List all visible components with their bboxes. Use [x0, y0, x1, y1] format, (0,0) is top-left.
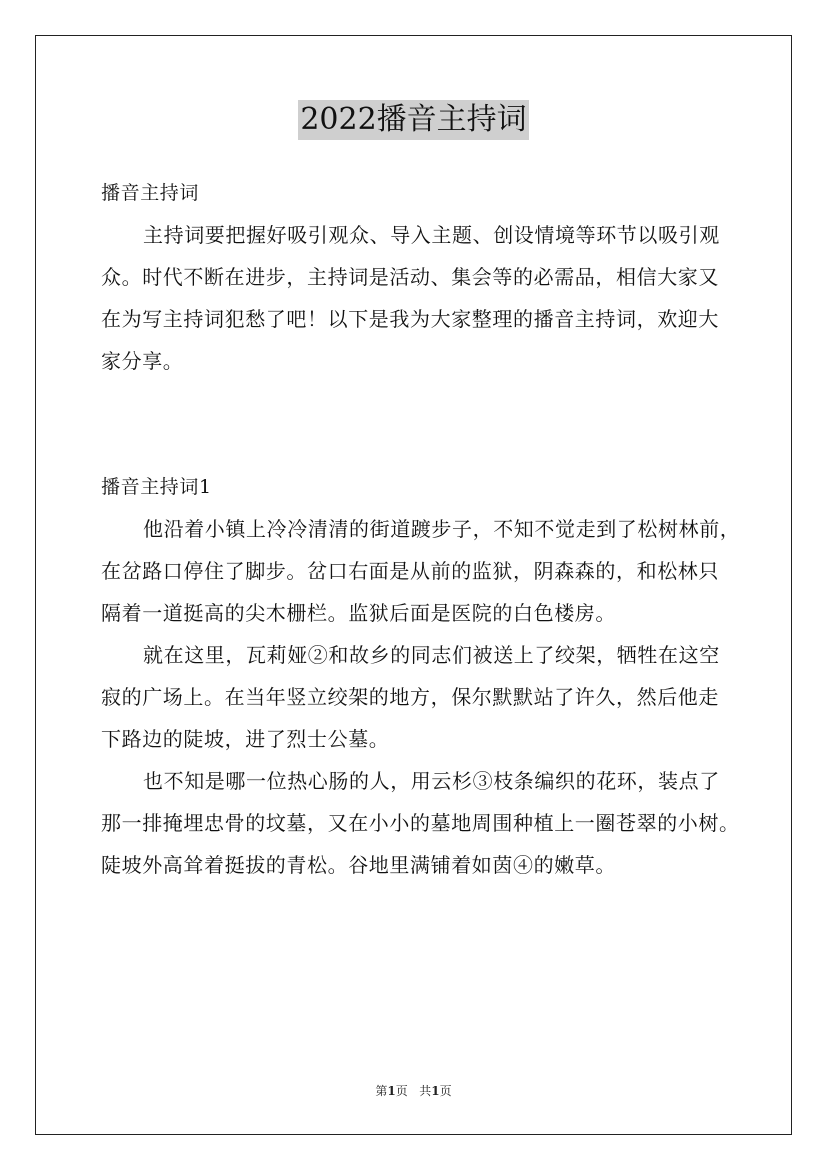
paragraph-line: 众。时代不断在进步，主持词是活动、集会等的必需品，相信大家又 [101, 265, 719, 289]
total-number: 1 [431, 1084, 440, 1098]
page-number: 1 [387, 1084, 396, 1098]
paragraph-line: 家分享。 [101, 349, 184, 373]
document-title: 2022播音主持词 [298, 100, 528, 140]
page-footer [0, 1083, 827, 1099]
paragraph-line: 在岔路口停住了脚步。岔口右面是从前的监狱，阴森森的，和松林只 [101, 559, 719, 583]
paragraph-line: 他沿着小镇上冷冷清清的街道踱步子，不知不觉走到了松树林前， [143, 517, 741, 541]
page-suffix: 页 [395, 1084, 408, 1098]
section-heading: 播音主持词 [101, 182, 200, 204]
paragraph-line: 下路边的陡坡，进了烈士公墓。 [101, 727, 390, 751]
total-prefix: 共 [419, 1084, 432, 1098]
paragraph-line: 陡坡外高耸着挺拔的青松。谷地里满铺着如茵④的嫩草。 [101, 853, 616, 877]
document-body [101, 172, 741, 886]
blank-line [101, 382, 741, 424]
paragraph-line: 那一排掩埋忠骨的坟墓，又在小小的墓地周围种植上一圈苍翠的小树。 [101, 811, 740, 835]
paragraph-line: 在为写主持词犯愁了吧！以下是我为大家整理的播音主持词，欢迎大 [101, 307, 719, 331]
title-container [0, 100, 827, 140]
section-heading: 播音主持词1 [101, 476, 212, 498]
paragraph-line: 隔着一道挺高的尖木栅栏。监狱后面是医院的白色楼房。 [101, 601, 616, 625]
paragraph-line: 就在这里，瓦莉娅②和故乡的同志们被送上了绞架，牺牲在这空 [143, 643, 720, 667]
blank-line [101, 424, 741, 466]
paragraph-line: 也不知是哪一位热心肠的人，用云杉③枝条编织的花环，装点了 [143, 769, 720, 793]
page-prefix: 第 [375, 1084, 388, 1098]
total-suffix: 页 [439, 1084, 452, 1098]
paragraph-line: 主持词要把握好吸引观众、导入主题、创设情境等环节以吸引观 [143, 223, 720, 247]
paragraph-line: 寂的广场上。在当年竖立绞架的地方，保尔默默站了许久，然后他走 [101, 685, 719, 709]
